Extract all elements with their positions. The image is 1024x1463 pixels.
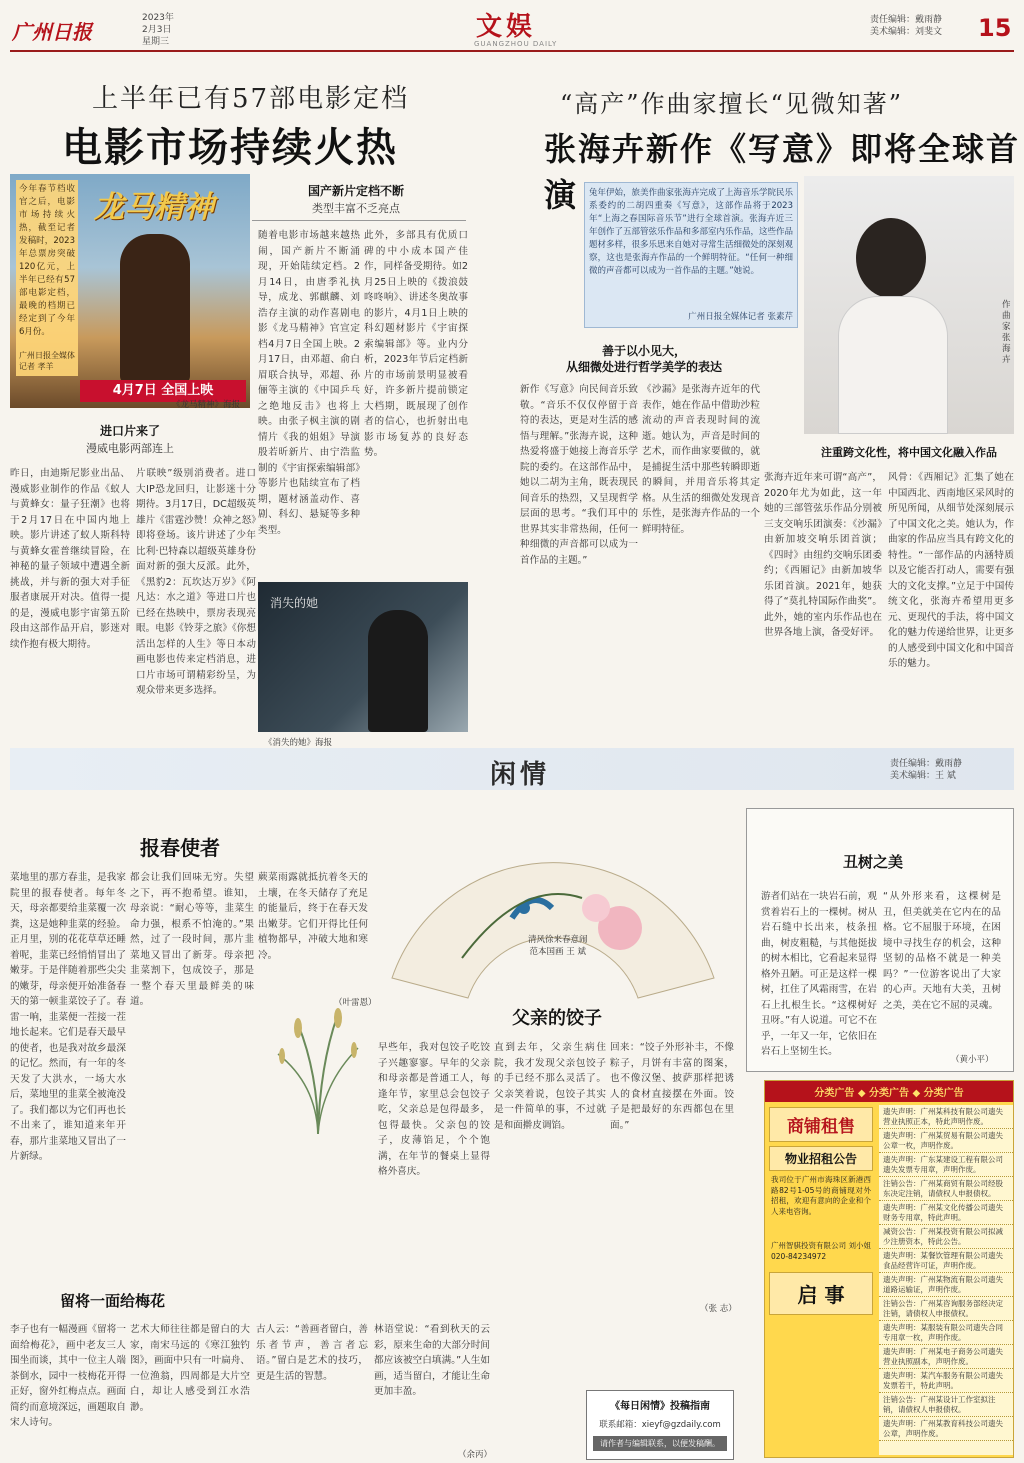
essay1-body: 菜地里的那方春韭，是我家院里的报春使者。每年冬天，母亲都要给韭菜覆一次粪，这是她种韭菜的经验。正月里，别的花花草草还睡着呢，韭菜已经悄悄冒出了嫩芽。于是伴随着那些尖尖的嫩芽，母亲便开始准备春天的第一顿韭菜饺子了。春雷一响，韭菜便一茬接一茬地长起来。它们是春天最早的使者，也是我对故乡最深的记忆。然而，有一年的冬天发了大洪水，一场大水后，菜地里的韭菜全被淹没了。我们都以为它们再也长不出来了，谁知道来年开春，那片韭菜地又冒出了一片新绿。 [10, 872, 126, 1162]
date-block [142, 12, 174, 48]
film-sidebar-box [16, 180, 78, 376]
essay3-body2: “从外形来看，这棵树是丑，但美就美在它内在的品格。它不屈服于环境，在困境中寻找生存的机会，这种坚韧的品格不就是一种美吗？”一位游客说出了大家的心声。天地有大美，丑树之美，美在它不屈的灵魂。 [883, 891, 1001, 1011]
essay1-byline: （叶雷恩） [334, 998, 377, 1008]
classified-ads-list [879, 1105, 1013, 1455]
rice-stalk-illustration [258, 1004, 376, 1136]
film-kicker: 上半年已有57部电影定档 [92, 84, 410, 114]
film-section1-sub: 类型丰富不乏亮点 [312, 202, 400, 215]
still-title: 消失的她 [270, 596, 319, 610]
essay3-box [746, 808, 1014, 1072]
classifieds-header: 分类广告 ◆ 分类广告 ◆ 分类广告 [765, 1081, 1013, 1102]
still-figure [368, 610, 428, 732]
music-kicker: “高产”作曲家擅长“见微知著” [560, 90, 904, 118]
property-notice-title: 物业招租公告 [769, 1146, 873, 1171]
composer-photo [804, 176, 1014, 434]
essay4-body: 李子也有一幅漫画《留将一面给梅花》，画中老友三人围坐而谈，其中一位主人端茶倒水，园中一枝梅花开得正好，窗外红梅点点。画面简约而意境深远，画题取自宋人诗句。 [10, 1324, 126, 1428]
editor-label: 责任编辑：戴雨静 [870, 15, 943, 25]
classified-ad: 遗失声明：某服装有限公司遗失合同专用章一枚，声明作废。 [879, 1321, 1013, 1345]
essay2-title: 父亲的饺子 [512, 1008, 602, 1029]
essay3-body: 游者们站在一块岩石前，观赏着岩石上的一棵树。树从岩石缝中长出来，枝条扭曲，树皮粗糙，与其他挺拔的树木相比，它看起来显得格外丑陋。可正是这样一棵树，扛住了风霜雨雪，在岩石上扎根生长。“这棵树好丑呀。”有人说道。可它不在乎，一年又一年，它依旧在岩石上坚韧生长。 [761, 891, 877, 1057]
classified-ad: 注销公告：广州某设计工作室拟注销，请债权人申报债权。 [879, 1393, 1013, 1417]
still-caption: 《消失的她》海报 [264, 738, 333, 748]
essay2-body2: 直到去年，父亲生病住院，我才发现父亲包饺子的手已经不那么灵活了。父亲笑着说，包饺子其实是一件简单的事，不过就是和面擀皮调馅。 [494, 1042, 606, 1131]
leisure-banner [10, 748, 1014, 790]
classified-ad: 遗失声明：广州某贸易有限公司遗失公章一枚，声明作废。 [879, 1129, 1013, 1153]
essay4-title: 留将一面给梅花 [60, 1292, 166, 1310]
film-col-b: 片联映”级别消费者。进口大IP恐龙回归，让影迷十分期待。3月17日，DC超级英雄片《雷霆沙赞！众神之怒》即将登场。该片讲述了少年比利·巴特森以超级英雄身份面对新的强大反派。此外，《黑豹2：瓦坎达万岁》《阿凡达：水之道》等进口片也已经在热映中，票房表现亮眼。电影《铃芽之旅》《你想活出怎样的人生》等日本动画电影也传来定档消息，进口片市场可谓精彩纷呈，为观众带来更多选择。 [136, 468, 256, 696]
editor-credits [870, 14, 942, 38]
painting-caption-block [528, 934, 588, 958]
film-headline: 电影市场持续火热 [62, 124, 398, 171]
fan-painting [372, 808, 734, 1004]
weekday: 星期三 [142, 37, 170, 47]
leisure-credits [890, 758, 962, 782]
film-section1-head: 国产新片定档不断 [307, 184, 404, 198]
essay2-body3: 回来：“饺子外形补丰，不像粽子，月饼有丰富的图案，也不像汉堡、披萨那样把诱人的食材直接摆在外面。饺子是把最好的东西都包在里面。” [610, 1042, 734, 1131]
section-title: 文娱 [476, 12, 537, 42]
film-sidebar-blurb: 今年春节档收官之后，电影市场持续火热，截至记者发稿时，2023年总票房突破120亿元，上半年已经有57部电影定档，最晚的档期已经定到了今年6月份。 [19, 184, 75, 337]
music-body1: 新作《写意》向民间音乐致敬。“音乐不仅仅停留于音符的表达，更是对生活的感悟与理解。”张海卉说，这种热爱将盛于她接上海音乐学院的委约。在这部作品中，她以二胡为主角，既表现民间音乐的热烈，又呈现哲学层面的思考。“我们耳中的世界其实非常热闹，任何一种细微的声音都可以成为一首作品的主题。” [520, 384, 638, 566]
essay1-body2: 都会让我们回味无穷。失望之下，再不抱希望。谁知，母亲说：“耐心等等，韭菜生命力强，根系不怕淹的。”果然，过了一段时间，那片韭菜地又冒出了新芽。母亲把韭菜割下，包成饺子，那是一整个春天里最鲜美的味道。 [130, 872, 254, 1007]
music-lead-box [584, 182, 798, 328]
page-number: 15 [978, 14, 1012, 42]
painting-caption: 范本国画 王 斌 [529, 947, 586, 957]
music-sub1: 善于以小见大， [601, 344, 686, 358]
essay2-byline: （张 志） [700, 1304, 737, 1314]
essay1-title: 报春使者 [140, 836, 220, 860]
classified-ad: 遗失声明：某汽车服务有限公司遗失发票若干，特此声明。 [879, 1369, 1013, 1393]
property-notice-body: 我司位于广州市海珠区新港西路82号1-05号的商铺现对外招租，欢迎有意向的企业和个人来电咨询。 [771, 1175, 871, 1216]
classified-ad: 减资公告：广州某投资有限公司拟减少注册资本，特此公告。 [879, 1225, 1013, 1249]
leisure-section-title: 闲情 [490, 760, 551, 790]
classified-ad: 遗失声明：某餐饮管理有限公司遗失食品经营许可证，声明作废。 [879, 1249, 1013, 1273]
classified-ad: 遗失声明：广州某电子商务公司遗失营业执照副本，声明作废。 [879, 1345, 1013, 1369]
film-col-d: 此外，多部具有优质口碑的中小成本国产佳作，同样备受期待。如2月25日上映的《拨浪鼓咚咚响》、讲述冬奥故事的影片，4月1日上映的科幻题材影片《宇宙探索编辑部》等。业内分析，2023年节后定档新片的市场前景明显被看好，许多新片提前锁定大档期，既展现了创作者的信心，也折射出电影市场复苏的良好态势。 [364, 230, 468, 458]
film-poster [10, 174, 250, 408]
painting-title: 清风徐来春意闹 [528, 935, 588, 945]
classified-ad: 遗失声明：广州某教育科技公司遗失公章，声明作废。 [879, 1417, 1013, 1441]
poster-title: 龙马精神 [94, 190, 214, 225]
film-sidebar-byline: 广州日报全媒体记者 孝羊 [19, 351, 75, 371]
submission-title: 《每日闲情》投稿指南 [610, 1401, 710, 1412]
classified-ad: 注销公告：广州某商贸有限公司经股东决定注销，请债权人申报债权。 [879, 1177, 1013, 1201]
classifieds-column [764, 1080, 1014, 1458]
classified-ad: 注销公告：广州某咨询服务部经决定注销，请债权人申报债权。 [879, 1297, 1013, 1321]
property-notice-contact[interactable]: 广州智骐投资有限公司 刘小姐 020-84234972 [771, 1241, 871, 1261]
music-body2: 《沙漏》是张海卉近年的代表作，她在作品中借助沙粒流动的声音表现时间的流逝。她认为，声音是时间的艺术，而作曲家要做的，就是捕捉生活中那些转瞬即逝的瞬间，并用音乐将其定格。从生活的细微处发现音乐性，是张海卉作品的一个鲜明特征。 [642, 384, 760, 535]
music-lead-byline: 广州日报全媒体记者 张素芹 [688, 312, 793, 322]
masthead-rule [10, 50, 1014, 52]
essay4-body2: 艺术大师往往都是留白的大家，南宋马远的《寒江独钓图》，画面中只有一叶扁舟、一位渔翁，四周都是大片空白，却让人感受到江水浩渺。 [130, 1324, 250, 1413]
composer-head [856, 218, 926, 298]
leisure-designer: 美术编辑：王 斌 [890, 771, 956, 781]
essay4-body4: 林语堂说：“看到秋天的云彩，原来生命的大部分时间都应该被空白填满。”人生如画，适当留白，才能让生命更加丰盈。 [374, 1324, 490, 1397]
designer-label: 美术编辑：刘斐文 [870, 27, 943, 37]
film-still [258, 582, 468, 732]
classified-ad: 遗失声明：广州某科技有限公司遗失营业执照正本，特此声明作废。 [879, 1105, 1013, 1129]
classified-ad: 遗失声明：广东某建设工程有限公司遗失发票专用章，声明作废。 [879, 1153, 1013, 1177]
shop-rental-title: 商铺租售 [769, 1107, 873, 1142]
leisure-editor: 责任编辑：戴雨静 [890, 759, 963, 769]
music-body4: 张海卉近年来可谓“高产”，2020年尤为如此，这一年她的三部管弦乐作品分别被三支交响乐团演奏：《沙漏》由新加坡交响乐团首演；《四时》由纽约交响乐团委约；《西厢记》由新加坡华乐团首演。2021年，她获得了“莫扎特国际作曲奖”。此外，她的室内乐作品也在世界各地上演，备受好评。 [764, 472, 882, 638]
music-lead: 兔年伊始，旅美作曲家张海卉完成了上海音乐学院民乐系委约的二胡四重奏《写意》，这部作品将于2023年“上海之春国际音乐节”进行全球首演。张海卉近三年创作了五部管弦乐作品和多部室内乐作品，这些作品题材多样，很多乐思来自她对寻常生活细微处的深刻观察，这也是张海卉作品的一个鲜明特征。“任何一种细微的声音都可以成为一首作品的主题。”她说。 [589, 188, 794, 276]
submission-box [586, 1390, 734, 1460]
music-body5: 风骨：《西厢记》汇集了她在中国西北、西南地区采风时的所见所闻，从细节处深刻展示了中国文化之美。她认为，作曲家的作品应当具有跨文化的特性。“一部作品的内涵特质以及它能否打动人，需要有强大的文化支撑。”立足于中国传统文化，张海卉希望用更多元、更现代的手法，将中国文化的魅力传递给世界，让更多的人感受到中国文化和中国音乐的魅力。 [888, 472, 1014, 669]
music-headline: 张海卉新作《写意》即将全球首演 [544, 130, 1021, 214]
classifieds-left [765, 1103, 877, 1455]
essay1-body3: 蕨菜雨露就抵抗着冬天的土壤，在冬天储存了充足的能量后，终于在春天发出嫩芽。它们开得比任何植物都早，冲破大地和寒冷。 [258, 872, 368, 961]
submission-contact[interactable]: 联系邮箱：xieyf@gzdaily.com [599, 1420, 721, 1430]
essay4-body3: 古人云：“善画者留白，善乐者节声，善言者忘语。”留白是艺术的技巧，更是生活的智慧。 [256, 1324, 368, 1382]
music-sub2: 注重跨文化性，将中国文化融入作品 [821, 446, 997, 459]
film-section2-sub: 漫威电影两部连上 [86, 442, 174, 455]
composer-photo-caption: 作曲家张海卉 [1002, 300, 1011, 365]
essay3-byline: （黄小平） [951, 1055, 994, 1065]
essay3-title: 丑树之美 [843, 853, 904, 871]
newspaper-logo[interactable]: 广州日报 [12, 20, 92, 44]
poster-figure [120, 234, 190, 384]
submission-note: 请作者与编辑联系，以便发稿酬。 [593, 1436, 727, 1451]
essay2-body: 早些年，我对包饺子吃饺子兴趣寥寥。早年的父亲和母亲都是普通工人，每逢年节，家里总会包饺子吃，父亲总是包得最多，包得最快。父亲包的饺子，皮薄馅足，个个饱满，在年节的餐桌上显得格外喜庆。 [378, 1042, 490, 1177]
film-section2-head: 进口片来了 [99, 424, 160, 438]
music-sub1b: 从细微处进行哲学美学的表达 [565, 360, 722, 374]
date-month-day: 2月3日 [142, 25, 172, 35]
notice-title: 启 事 [769, 1272, 873, 1315]
poster-release-date: 4月7日 全国上映 [80, 380, 246, 402]
spacer [420, 338, 468, 342]
divider [252, 220, 466, 221]
composer-body [838, 296, 948, 434]
film-col-c: 随着电影市场越来越热闹，国产新片不断涌现，开始陆续定档。2月14日，由唐季礼执导，成龙、郭麒麟、刘浩存主演的动作喜剧电影《龙马精神》官宣定档4月7日全国上映。2月17日，由邓超、俞白眉联合执导，邓超、孙俪等主演的《中国乒乓之绝地反击》也将上映。由张子枫主演的剧情片《我的姐姐》导演殷若昕新片、由宁浩监制的《宇宙探索编辑部》等影片也陆续宣布了档期，题材涵盖动作、喜剧、科幻、悬疑等多种类型。 [258, 230, 360, 536]
classified-ad: 遗失声明：广州某物流有限公司遗失道路运输证，声明作废。 [879, 1273, 1013, 1297]
essay4-byline: （余丙） [458, 1450, 493, 1460]
poster-caption: 《龙马精神》海报 [172, 400, 241, 410]
spacer [764, 448, 784, 458]
date-year: 2023年 [142, 13, 174, 23]
section-en: GUANGZHOU DAILY [474, 40, 558, 48]
film-col-a: 昨日，由迪斯尼影业出品、漫威影业制作的作品《蚁人与黄蜂女：量子狂潮》也将于2月17日在中国内地上映。影片讲述了蚁人斯科特与黄蜂女霍普继续冒险，在神秘的量子领域中遭遇全新挑战，并与新的强大对手征服者康展开对决。值得一提的是，漫威电影宇宙第五阶段由这部作品开启，影迷对续作抱有极大期待。 [10, 468, 130, 650]
classified-ad: 遗失声明：广州某文化传播公司遗失财务专用章，特此声明。 [879, 1201, 1013, 1225]
